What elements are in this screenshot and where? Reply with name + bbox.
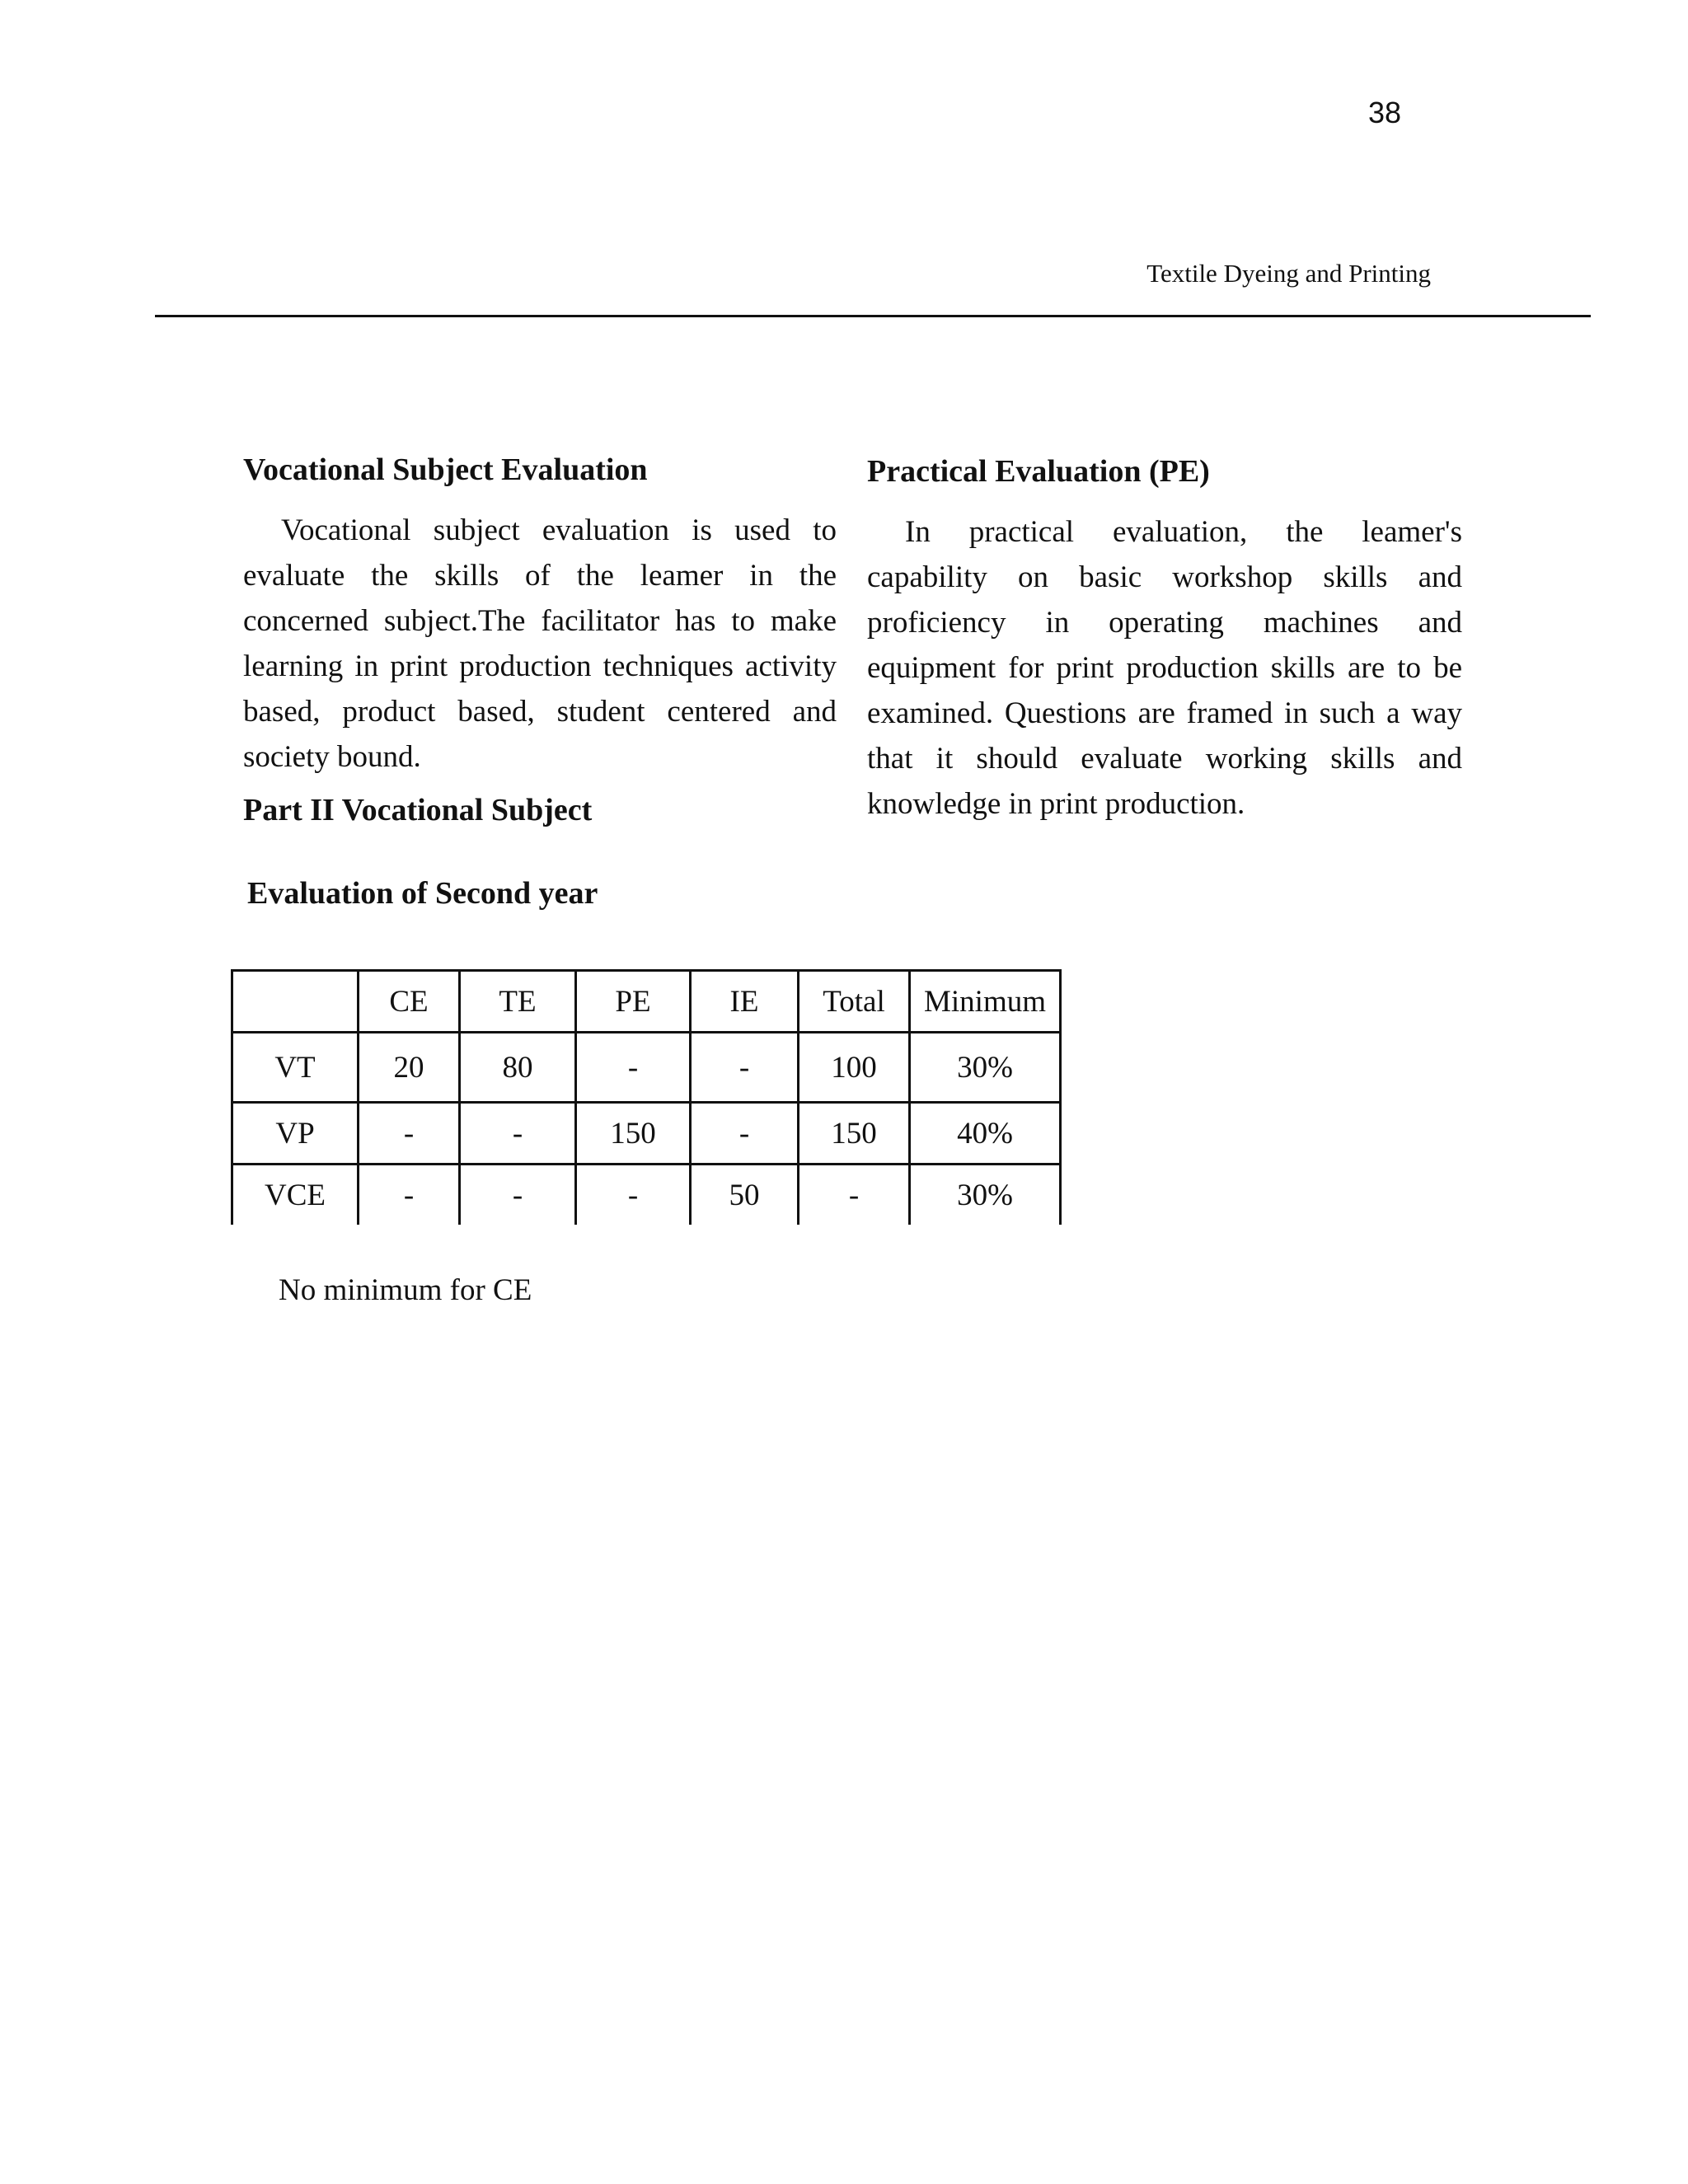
table-cell: - — [576, 1033, 691, 1103]
table-cell: VT — [232, 1033, 359, 1103]
table-cell: 150 — [799, 1103, 910, 1165]
table-cell: 100 — [799, 1033, 910, 1103]
right-column — [867, 453, 1462, 827]
practical-evaluation-paragraph: In practical evaluation, the leamer's capability on basic workshop skills and proficiency in operating machines and equipment for print production skills are to be examined. Questions are framed in such a way that it should evaluate working skills and knowledge in print production. — [867, 515, 1462, 821]
table-row — [232, 1103, 1061, 1165]
table-cell: 30% — [910, 1033, 1061, 1103]
table-header-cell: Minimum — [910, 971, 1061, 1033]
table-cell: 80 — [460, 1033, 576, 1103]
table-cell: VCE — [232, 1165, 359, 1226]
table-header-row — [232, 971, 1061, 1033]
table-header-cell: CE — [359, 971, 460, 1033]
table-cell: 20 — [359, 1033, 460, 1103]
vocational-subject-evaluation-heading: Vocational Subject Evaluation — [243, 452, 648, 487]
table-cell: 40% — [910, 1103, 1061, 1165]
table-header-cell: Total — [799, 971, 910, 1033]
table-note: No minimum for CE — [279, 1273, 532, 1307]
table-cell: 30% — [910, 1165, 1061, 1226]
part-ii-heading: Part II Vocational Subject — [243, 793, 593, 827]
header-rule — [155, 315, 1591, 317]
table-header-cell: TE — [460, 971, 576, 1033]
table-cell: 150 — [576, 1103, 691, 1165]
running-header: Textile Dyeing and Printing — [1146, 259, 1431, 288]
table-header-cell: PE — [576, 971, 691, 1033]
table-header-cell: IE — [691, 971, 799, 1033]
table-cell: - — [691, 1033, 799, 1103]
table-cell: - — [691, 1103, 799, 1165]
evaluation-table — [231, 969, 1062, 1225]
left-column — [243, 452, 837, 831]
table-cell: - — [576, 1165, 691, 1226]
vocational-subject-evaluation-paragraph: Vocational subject evaluation is used to evaluate the skills of the leamer in the concerned subject.The facilitator has to make learning in print production techniques activity based, product based, student centered and society bound. — [243, 513, 837, 774]
table-cell: VP — [232, 1103, 359, 1165]
table-row — [232, 1033, 1061, 1103]
table-cell: - — [460, 1103, 576, 1165]
table-cell: 50 — [691, 1165, 799, 1226]
table-cell: - — [460, 1165, 576, 1226]
practical-evaluation-heading: Practical Evaluation (PE) — [867, 454, 1210, 489]
table-cell: - — [359, 1165, 460, 1226]
table-cell: - — [799, 1165, 910, 1226]
table-header-cell — [232, 971, 359, 1033]
table-row — [232, 1165, 1061, 1226]
table-cell: - — [359, 1103, 460, 1165]
evaluation-second-year-heading: Evaluation of Second year — [247, 876, 598, 911]
page-number: 38 — [1368, 96, 1402, 129]
